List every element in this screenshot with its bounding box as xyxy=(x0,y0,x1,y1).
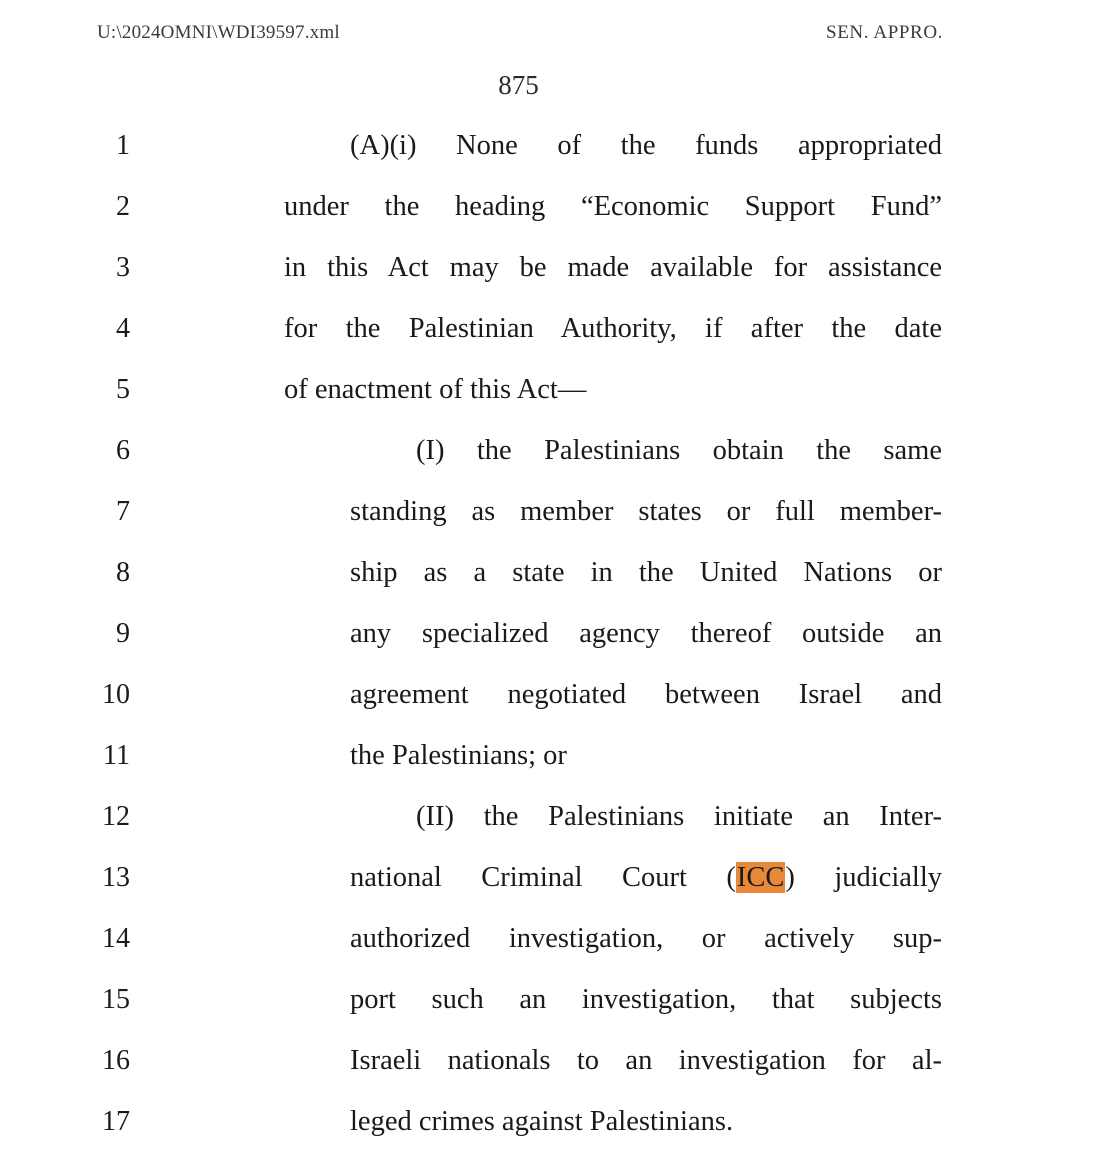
bill-line xyxy=(0,616,1107,677)
line-text: standing as member states or full member- xyxy=(350,496,942,527)
line-number: 14 xyxy=(102,923,130,954)
bill-line xyxy=(0,1104,1107,1165)
line-text: (II) the Palestinians initiate an Inter- xyxy=(416,801,942,832)
bill-line xyxy=(0,982,1107,1043)
bill-line xyxy=(0,189,1107,250)
line-text: of enactment of this Act— xyxy=(284,374,587,405)
line-number: 5 xyxy=(116,374,130,405)
line-text: for the Palestinian Authority, if after the date xyxy=(284,313,942,344)
line-text: Israeli nationals to an investigation for al- xyxy=(350,1045,942,1076)
line-text: under the heading “Economic Support Fund” xyxy=(284,191,942,222)
bill-line xyxy=(0,1043,1107,1104)
bill-line xyxy=(0,738,1107,799)
line-number: 10 xyxy=(102,679,130,710)
bill-line xyxy=(0,311,1107,372)
bill-line xyxy=(0,433,1107,494)
bill-line xyxy=(0,372,1107,433)
bill-line xyxy=(0,494,1107,555)
bill-line xyxy=(0,799,1107,860)
line-text: (A)(i) None of the funds appropriated xyxy=(350,130,942,161)
line-text: authorized investigation, or actively sup- xyxy=(350,923,942,954)
bill-line xyxy=(0,250,1107,311)
line-text xyxy=(350,860,942,896)
line-text: (I) the Palestinians obtain the same xyxy=(416,435,942,466)
page-number: 875 xyxy=(498,70,539,100)
line-number: 16 xyxy=(102,1045,130,1076)
line-number: 12 xyxy=(102,801,130,832)
line-text: in this Act may be made available for assistance xyxy=(284,252,942,283)
line-number: 9 xyxy=(116,618,130,649)
bill-line xyxy=(0,921,1107,982)
line-number: 2 xyxy=(116,191,130,222)
line-number: 3 xyxy=(116,252,130,283)
line-number: 15 xyxy=(102,984,130,1015)
bill-line xyxy=(0,860,1107,921)
bill-line xyxy=(0,555,1107,616)
bill-line xyxy=(0,128,1107,189)
search-highlight: ICC xyxy=(736,862,785,893)
line-number: 4 xyxy=(116,313,130,344)
line-text-before: national Criminal Court ( xyxy=(350,862,736,893)
line-text: agreement negotiated between Israel and xyxy=(350,679,942,710)
line-text: port such an investigation, that subjects xyxy=(350,984,942,1015)
line-number: 1 xyxy=(116,130,130,161)
committee-header: SEN. APPRO. xyxy=(826,22,943,43)
line-text: leged crimes against Palestinians. xyxy=(350,1106,734,1137)
file-path-header: U:\2024OMNI\WDI39597.xml xyxy=(97,22,340,43)
line-number: 17 xyxy=(102,1106,130,1137)
line-text-after: ) judicially xyxy=(785,862,942,893)
line-number: 8 xyxy=(116,557,130,588)
line-text: any specialized agency thereof outside an xyxy=(350,618,942,649)
line-number: 11 xyxy=(103,740,130,771)
line-number: 13 xyxy=(102,862,130,893)
bill-line xyxy=(0,677,1107,738)
line-number: 6 xyxy=(116,435,130,466)
line-number: 7 xyxy=(116,496,130,527)
line-text: ship as a state in the United Nations or xyxy=(350,557,942,588)
line-text: the Palestinians; or xyxy=(350,740,567,771)
